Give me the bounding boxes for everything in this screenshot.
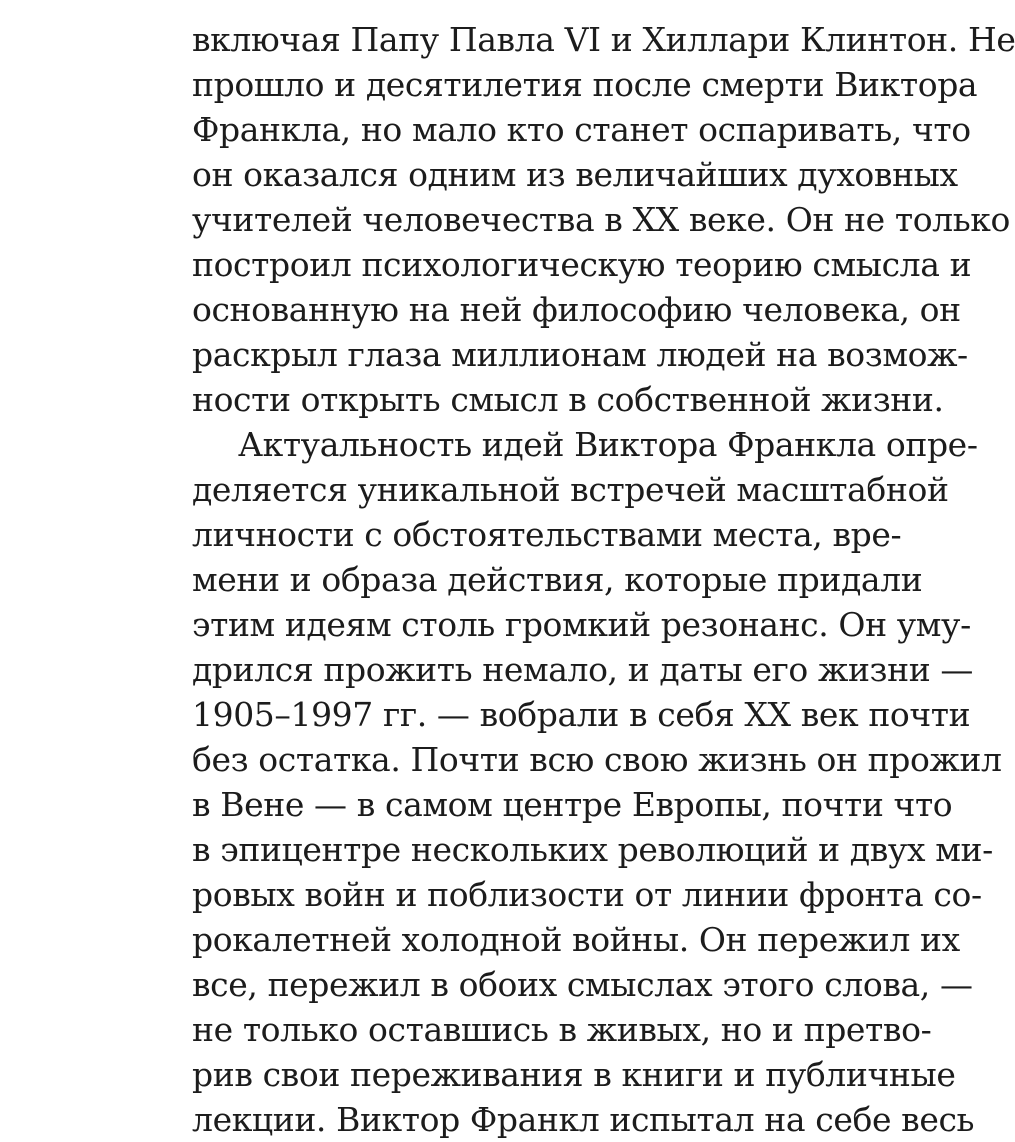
text-line: дрился прожить немало, и даты его жизни — bbox=[192, 650, 974, 689]
text-line: не только оставшись в живых, но и претво- bbox=[192, 1010, 932, 1049]
text-line: мени и образа действия, которые придали bbox=[192, 560, 923, 599]
text-line: прошло и десятилетия после смерти Виктора bbox=[192, 65, 978, 104]
text-line: личности с обстоятельствами места, вре- bbox=[192, 515, 902, 554]
text-line: раскрыл глаза миллионам людей на возмож- bbox=[192, 335, 968, 374]
text-line: все, пережил в обоих смыслах этого слова, — bbox=[192, 965, 973, 1004]
text-line: рокалетней холодной войны. Он пережил их bbox=[192, 920, 960, 959]
text-line: рив свои переживания в книги и публичные bbox=[192, 1055, 956, 1094]
text-column bbox=[192, 17, 1015, 1142]
text-line: включая Папу Павла VI и Хиллари Клинтон. Не bbox=[192, 20, 1015, 59]
text-line: ности открыть смысл в собственной жизни. bbox=[192, 380, 944, 419]
text-line: построил психологическую теорию смысла и bbox=[192, 245, 972, 284]
text-line: деляется уникальной встречей масштабной bbox=[192, 470, 949, 509]
text-line: этим идеям столь громкий резонанс. Он уму- bbox=[192, 605, 971, 644]
text-line: он оказался одним из величайших духовных bbox=[192, 155, 958, 194]
text-line: основанную на ней философию человека, он bbox=[192, 290, 961, 329]
text-line: Актуальность идей Виктора Франкла опре- bbox=[238, 425, 978, 464]
text-line: в Вене — в самом центре Европы, почти что bbox=[192, 785, 953, 824]
paragraph-1 bbox=[192, 17, 1015, 422]
text-line: учителей человечества в XX веке. Он не только bbox=[192, 200, 1010, 239]
text-line: ровых войн и поблизости от линии фронта со- bbox=[192, 875, 982, 914]
paragraph-2 bbox=[192, 422, 1002, 1142]
text-line: Франкла, но мало кто станет оспаривать, что bbox=[192, 110, 971, 149]
text-line: в эпицентре нескольких революций и двух ми- bbox=[192, 830, 993, 869]
text-line: 1905–1997 гг. — вобрали в себя XX век почти bbox=[192, 695, 971, 734]
text-line: лекции. Виктор Франкл испытал на себе весь bbox=[192, 1100, 975, 1139]
text-line: без остатка. Почти всю свою жизнь он прожил bbox=[192, 740, 1002, 779]
